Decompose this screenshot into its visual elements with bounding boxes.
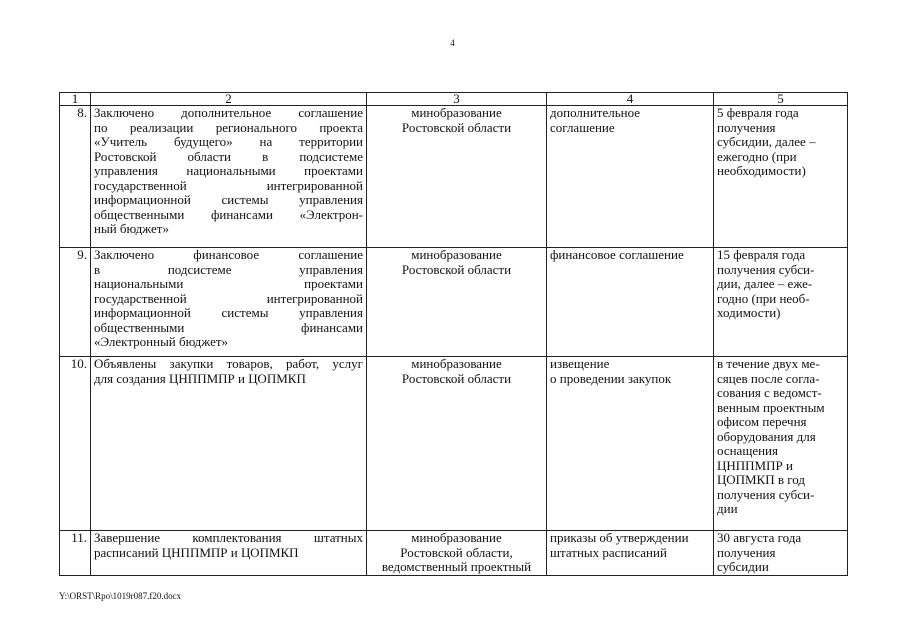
- term-line: необходимости): [717, 163, 806, 178]
- file-path-footer: Y:\ORST\Rpo\1019r087.f20.docx: [59, 591, 182, 601]
- event-line: государственной интегрированной: [94, 290, 363, 306]
- header-cell: 2: [91, 93, 367, 106]
- document-cell: [547, 531, 714, 576]
- term-line: оборудования для: [717, 428, 816, 444]
- page-number: 4: [450, 38, 455, 48]
- responsible-cell: [367, 531, 547, 576]
- term-cell: [714, 357, 848, 531]
- term-line: годно (при необ-: [717, 290, 810, 306]
- term-line: дии, далее – еже-: [717, 276, 813, 291]
- header-cell: 1: [60, 93, 91, 106]
- term-line: получения: [717, 544, 776, 560]
- term-line: получения субси-: [717, 261, 815, 277]
- term-line: сяцев после согла-: [717, 370, 820, 386]
- term-cell: [714, 106, 848, 248]
- term-line: дии: [717, 501, 738, 516]
- document-line: извещение: [550, 356, 610, 371]
- term-line: офисом перечня: [717, 414, 807, 429]
- document-line: приказы об утверждении: [550, 530, 689, 545]
- responsible-line: минобразование: [411, 530, 502, 545]
- header-cell: 3: [367, 93, 547, 106]
- event-cell: [91, 248, 367, 357]
- term-line: получения: [717, 119, 776, 135]
- plan-table: [59, 92, 848, 576]
- event-line: Заключено финансовое соглашение: [94, 247, 363, 262]
- event-line: национальными проектами: [94, 276, 363, 291]
- event-line: общественными финансами «Электрон-: [94, 206, 363, 222]
- row-number-cell: 8.: [60, 106, 91, 248]
- event-cell: [91, 357, 367, 531]
- responsible-line: Ростовской области: [401, 119, 512, 135]
- table-header-row: [60, 93, 848, 106]
- table-row: [60, 531, 848, 576]
- responsible-cell: [367, 106, 547, 248]
- table-row: [60, 248, 848, 357]
- event-line: Завершение комплектования штатных: [94, 530, 363, 545]
- term-line: венным проектным: [717, 399, 825, 415]
- event-cell: [91, 106, 367, 248]
- term-line: получения субси-: [717, 486, 815, 502]
- responsible-cell: [367, 248, 547, 357]
- document-line: о проведении закупок: [550, 370, 672, 386]
- event-line: для создания ЦНППМПР и ЦОПМКП: [94, 370, 306, 386]
- event-line: «Учитель будущего» на территории: [94, 134, 363, 149]
- term-line: 15 февраля года: [717, 247, 806, 262]
- responsible-line: минобразование: [411, 247, 502, 262]
- term-line: в течение двух ме-: [717, 356, 820, 371]
- responsible-line: ведомственный проектный: [381, 559, 532, 574]
- row-number-cell: 11.: [60, 531, 91, 576]
- event-line: «Электронный бюджет»: [94, 334, 229, 349]
- term-line: ЦНППМПР и: [717, 457, 793, 473]
- term-line: ежегодно (при: [717, 148, 797, 164]
- document-cell: [547, 106, 714, 248]
- responsible-cell: [367, 357, 547, 531]
- event-line: Ростовской области в подсистеме: [94, 148, 363, 164]
- document-cell: [547, 248, 714, 357]
- term-line: 30 августа года: [717, 530, 802, 545]
- event-line: государственной интегрированной: [94, 177, 363, 193]
- term-line: субсидии, далее –: [717, 134, 816, 149]
- event-line: по реализации регионального проекта: [94, 119, 363, 135]
- event-line: ный бюджет»: [94, 221, 169, 236]
- row-number-cell: 9.: [60, 248, 91, 357]
- term-cell: [714, 248, 848, 357]
- term-line: 5 февраля года: [717, 105, 799, 120]
- event-line: в подсистеме управления: [94, 261, 363, 277]
- responsible-line: Ростовской области: [401, 370, 512, 386]
- responsible-line: Ростовской области: [401, 261, 512, 277]
- event-line: Объявлены закупки товаров, работ, услуг: [94, 356, 363, 371]
- term-line: ЦОПМКП в год: [717, 472, 805, 487]
- document-cell: [547, 357, 714, 531]
- document-line: соглашение: [550, 119, 615, 135]
- term-line: субсидии: [717, 559, 769, 574]
- responsible-line: минобразование: [411, 356, 502, 371]
- term-cell: [714, 531, 848, 576]
- event-line: управления национальными проектами: [94, 163, 363, 178]
- document-line: штатных расписаний: [550, 544, 667, 560]
- term-line: ходимости): [717, 305, 781, 320]
- header-cell: 5: [714, 93, 848, 106]
- event-line: информационной системы управления: [94, 305, 363, 320]
- event-line: общественными финансами: [94, 319, 363, 335]
- event-line: Заключено дополнительное соглашение: [94, 105, 363, 120]
- term-line: сования с ведомст-: [717, 385, 822, 400]
- event-line: информационной системы управления: [94, 192, 363, 207]
- document-line: финансовое соглашение: [550, 247, 684, 262]
- table-row: [60, 106, 848, 248]
- header-cell: 4: [547, 93, 714, 106]
- event-cell: [91, 531, 367, 576]
- table-row: [60, 357, 848, 531]
- document-line: дополнительное: [550, 105, 641, 120]
- term-line: оснащения: [717, 443, 778, 458]
- responsible-line: Ростовской области,: [400, 544, 513, 560]
- responsible-line: минобразование: [411, 105, 502, 120]
- row-number-cell: 10.: [60, 357, 91, 531]
- event-line: расписаний ЦНППМПР и ЦОПМКП: [94, 544, 299, 560]
